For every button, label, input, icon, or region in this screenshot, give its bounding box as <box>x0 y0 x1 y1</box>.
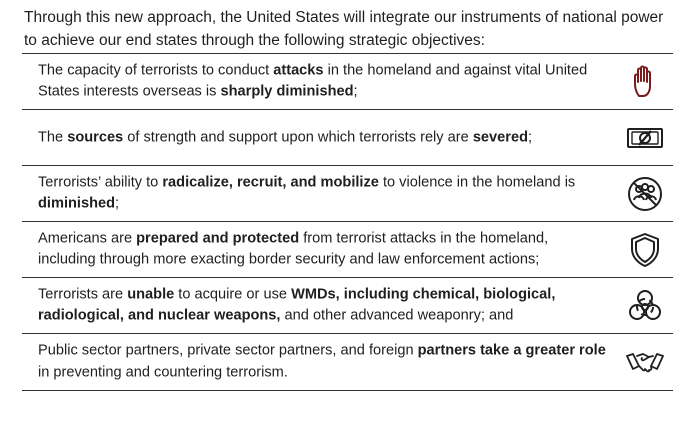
objective-segment: from terrorist attacks in the homeland, including through more exacting border security and law enforcement actions; <box>38 230 549 268</box>
objective-segment: to acquire or use <box>174 286 292 302</box>
objective-segment: in preventing and countering terrorism. <box>38 364 288 380</box>
objective-text <box>38 60 608 103</box>
objective-segment: The capacity of terrorists to conduct <box>38 62 274 78</box>
objective-row <box>22 277 673 333</box>
objective-row <box>22 109 673 165</box>
objective-emphasis: radicalize, recruit, and mobilize <box>162 174 379 190</box>
objective-row <box>22 221 673 277</box>
objective-segment: ; <box>353 83 358 100</box>
objective-emphasis: diminished <box>38 195 116 212</box>
objective-row <box>22 333 673 391</box>
objective-emphasis: severed <box>472 128 528 145</box>
objective-emphasis: unable <box>127 286 175 302</box>
objective-segment: of strength and support upon which terrorists rely are <box>123 128 473 145</box>
objective-emphasis: partners take a greater role <box>417 342 606 359</box>
intro-line: to achieve our end states through the following strategic objectives: <box>24 32 485 49</box>
shield-icon <box>625 230 665 270</box>
money-crossed-icon <box>625 118 665 158</box>
raised-hand-icon <box>625 62 665 102</box>
objective-segment: Public sector partners, private sector partners, and foreign <box>38 342 418 359</box>
objective-emphasis: prepared and protected <box>136 230 300 246</box>
objective-segment: Terrorists are <box>38 286 128 302</box>
objective-emphasis: sharply diminished <box>220 83 354 100</box>
objective-emphasis: sources <box>67 128 124 145</box>
objective-row <box>22 165 673 221</box>
intro-line: Through this new approach, the United States will integrate our instruments of national power <box>24 9 664 26</box>
intro-paragraph <box>24 6 694 52</box>
objective-text <box>38 284 608 327</box>
objective-segment: Terrorists’ ability to <box>38 174 163 190</box>
biohazard-icon <box>625 286 665 326</box>
objective-emphasis: attacks <box>273 62 324 78</box>
objective-segment: ; <box>528 128 533 145</box>
objective-text <box>38 127 608 149</box>
objective-segment: ; <box>115 195 120 212</box>
objective-text <box>38 341 608 384</box>
no-group-icon <box>625 174 665 214</box>
objective-segment: Americans are <box>38 230 137 246</box>
objectives-list <box>22 53 673 391</box>
handshake-icon <box>625 342 665 382</box>
objective-segment: in the homeland and against vital United States interests overseas is <box>38 62 588 100</box>
objective-emphasis: WMDs, including chemical, biological, radiological, and nuclear weapons, <box>38 286 556 324</box>
objective-segment: The <box>38 128 68 145</box>
objective-segment: to violence in the homeland is <box>378 174 576 190</box>
objective-row <box>22 53 673 109</box>
objective-text <box>38 172 608 215</box>
objective-text <box>38 228 608 271</box>
objective-segment: and other advanced weaponry; and <box>280 307 514 324</box>
